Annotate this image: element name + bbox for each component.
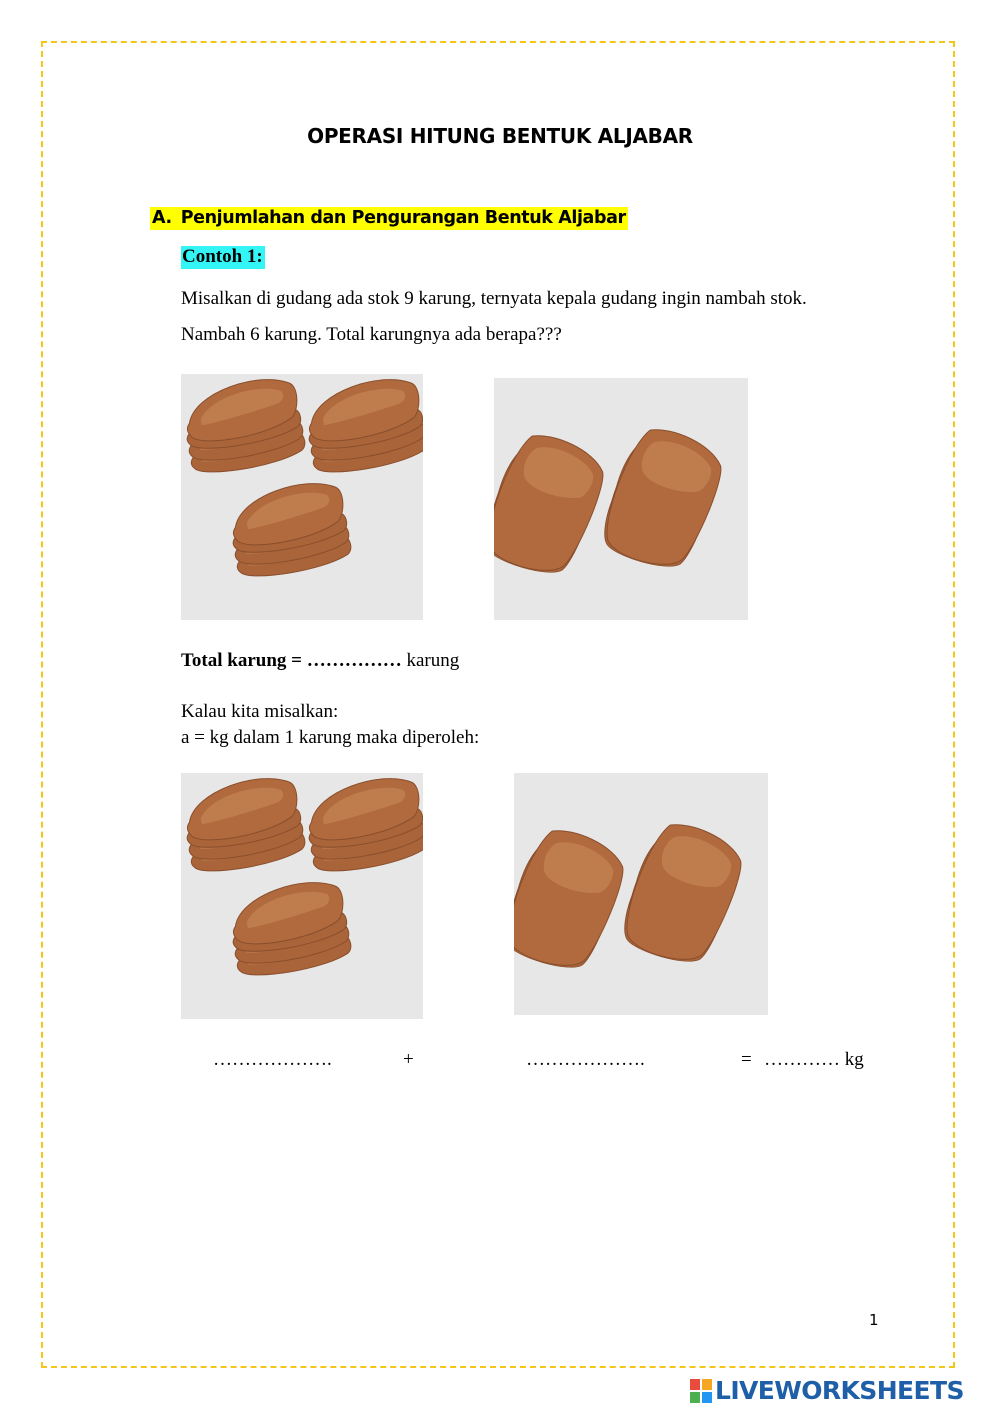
answer-blank-right[interactable]: ………………. bbox=[526, 1049, 645, 1070]
total-sacks-line bbox=[181, 650, 459, 672]
section-letter: A. bbox=[152, 208, 172, 228]
page-border bbox=[41, 41, 955, 1368]
problem-text bbox=[181, 281, 878, 353]
substitution-line-2: a = kg dalam 1 karung maka diperoleh: bbox=[181, 727, 480, 748]
sack-stack bbox=[301, 374, 423, 478]
sack-stacks-illustration bbox=[514, 773, 768, 1015]
problem-line-1: Misalkan di gudang ada stok 9 karung, ternyata kepala gudang ingin nambah stok. bbox=[181, 288, 807, 309]
sack-stack bbox=[181, 773, 308, 877]
sack-stack bbox=[181, 374, 308, 478]
sack-image-group-6 bbox=[494, 378, 748, 620]
liveworksheets-logo-icon bbox=[690, 1379, 712, 1403]
sack-stacks-illustration bbox=[181, 773, 423, 1019]
sack-stacks-illustration bbox=[181, 374, 423, 620]
substitution-line-1: Kalau kita misalkan: bbox=[181, 701, 339, 722]
page-title: OPERASI HITUNG BENTUK ALJABAR bbox=[307, 124, 693, 148]
sack-stack bbox=[225, 478, 354, 582]
total-sacks-unit: karung bbox=[401, 650, 460, 671]
problem-line-2: Nambah 6 karung. Total karungnya ada berapa??? bbox=[181, 324, 562, 345]
sack-image-group-6-repeat bbox=[514, 773, 768, 1015]
sack-stack bbox=[597, 421, 730, 578]
plus-sign: + bbox=[403, 1049, 414, 1070]
section-heading-text: Penjumlahan dan Pengurangan Bentuk Aljabar bbox=[180, 208, 626, 228]
liveworksheets-branding bbox=[690, 1376, 964, 1405]
example-label: Contoh 1: bbox=[182, 246, 263, 267]
substitution-text bbox=[181, 699, 479, 751]
sack-image-group-9 bbox=[181, 374, 423, 620]
page-number: 1 bbox=[869, 1311, 879, 1329]
sack-stack bbox=[301, 773, 423, 877]
sack-stack bbox=[617, 816, 750, 973]
sack-stack bbox=[514, 822, 631, 979]
total-sacks-label: Total karung = …………… bbox=[181, 650, 402, 671]
answer-blank-result[interactable]: ………… kg bbox=[764, 1049, 864, 1070]
sack-image-group-9-repeat bbox=[181, 773, 423, 1019]
section-heading bbox=[150, 207, 628, 230]
equals-sign: = bbox=[741, 1049, 752, 1070]
liveworksheets-wordmark: LIVEWORKSHEETS bbox=[715, 1376, 964, 1405]
sack-stacks-illustration bbox=[494, 378, 748, 620]
answer-blank-left[interactable]: ………………. bbox=[213, 1049, 332, 1070]
sack-stack bbox=[494, 427, 611, 584]
sack-stack bbox=[225, 877, 354, 981]
